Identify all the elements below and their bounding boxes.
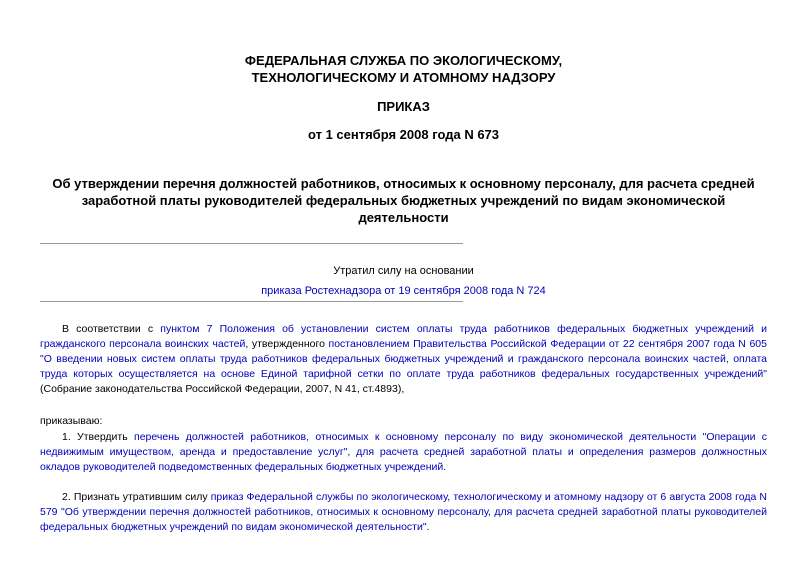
item-2-tail: . xyxy=(426,521,430,533)
document-type: ПРИКАЗ xyxy=(377,99,430,114)
divider-bottom xyxy=(40,301,463,302)
preamble-paragraph xyxy=(40,322,767,397)
item-2-link[interactable]: приказ Федеральной службы по экологическому, технологическому и атомному надзору от 6 августа 2008 года N 579 "Об утверждении перечня должностей работников, относимых к основному персоналу, для расчета средней заработной платы руководителей федеральных бюджетных учреждений по видам экономической деятельности" xyxy=(40,491,767,533)
document-date: от 1 сентября 2008 года N 673 xyxy=(307,127,500,142)
status-note xyxy=(40,264,767,298)
divider-top xyxy=(40,243,463,244)
item-1-paragraph xyxy=(40,430,767,475)
agency-header xyxy=(0,52,807,86)
item-2-paragraph xyxy=(40,490,767,535)
item-1-text: 1. Утвердить xyxy=(62,431,135,443)
preamble-link-regulation[interactable]: пунктом 7 Положения об установлении систем оплаты труда работников федеральных бюджетных учреждений и гражданского персонала воинских частей xyxy=(40,323,768,350)
preamble-text-1: В соответствии с xyxy=(62,323,161,335)
preamble-link-resolution[interactable]: постановлением Правительства Российской Федерации от 22 сентября 2007 года N 605 "О введении новых систем оплаты труда работников федеральных бюджетных учреждений и гражданского персонала воинских частей, оплата труда которых осуществляется на основе Единой тарифной сетки по оплате труда работников федеральных государственных учреждений" xyxy=(40,338,767,380)
order-word: приказываю: xyxy=(40,415,103,427)
preamble-text-3: (Собрание законодательства Российской Федерации, 2007, N 41, ст.4893), xyxy=(40,383,405,395)
item-2-text: 2. Признать утратившим силу xyxy=(62,491,211,503)
status-text: Утратил силу на основании xyxy=(333,265,474,277)
preamble-text-2: , утвержденного xyxy=(245,338,329,350)
status-link[interactable]: приказа Ростехнадзора от 19 сентября 2008 года N 724 xyxy=(261,285,546,297)
item-1-link[interactable]: перечень должностей работников, относимых к основному персоналу по виду экономической деятельности "Операции с недвижимым имуществом, аренда и предоставление услуг", для расчета средней заработной платы и определения размеров должностных окладов руководителей подведомственных федеральных бюджетных учреждений. xyxy=(40,431,767,473)
document-title: Об утверждении перечня должностей работников, относимых к основному персоналу, для расчета средней заработной платы руководителей федеральных бюджетных учреждений по видам экономической деятельности xyxy=(52,176,755,225)
agency-line-2: ТЕХНОЛОГИЧЕСКОМУ И АТОМНОМУ НАДЗОРУ xyxy=(251,70,556,85)
agency-line-1: ФЕДЕРАЛЬНАЯ СЛУЖБА ПО ЭКОЛОГИЧЕСКОМУ, xyxy=(244,53,563,68)
